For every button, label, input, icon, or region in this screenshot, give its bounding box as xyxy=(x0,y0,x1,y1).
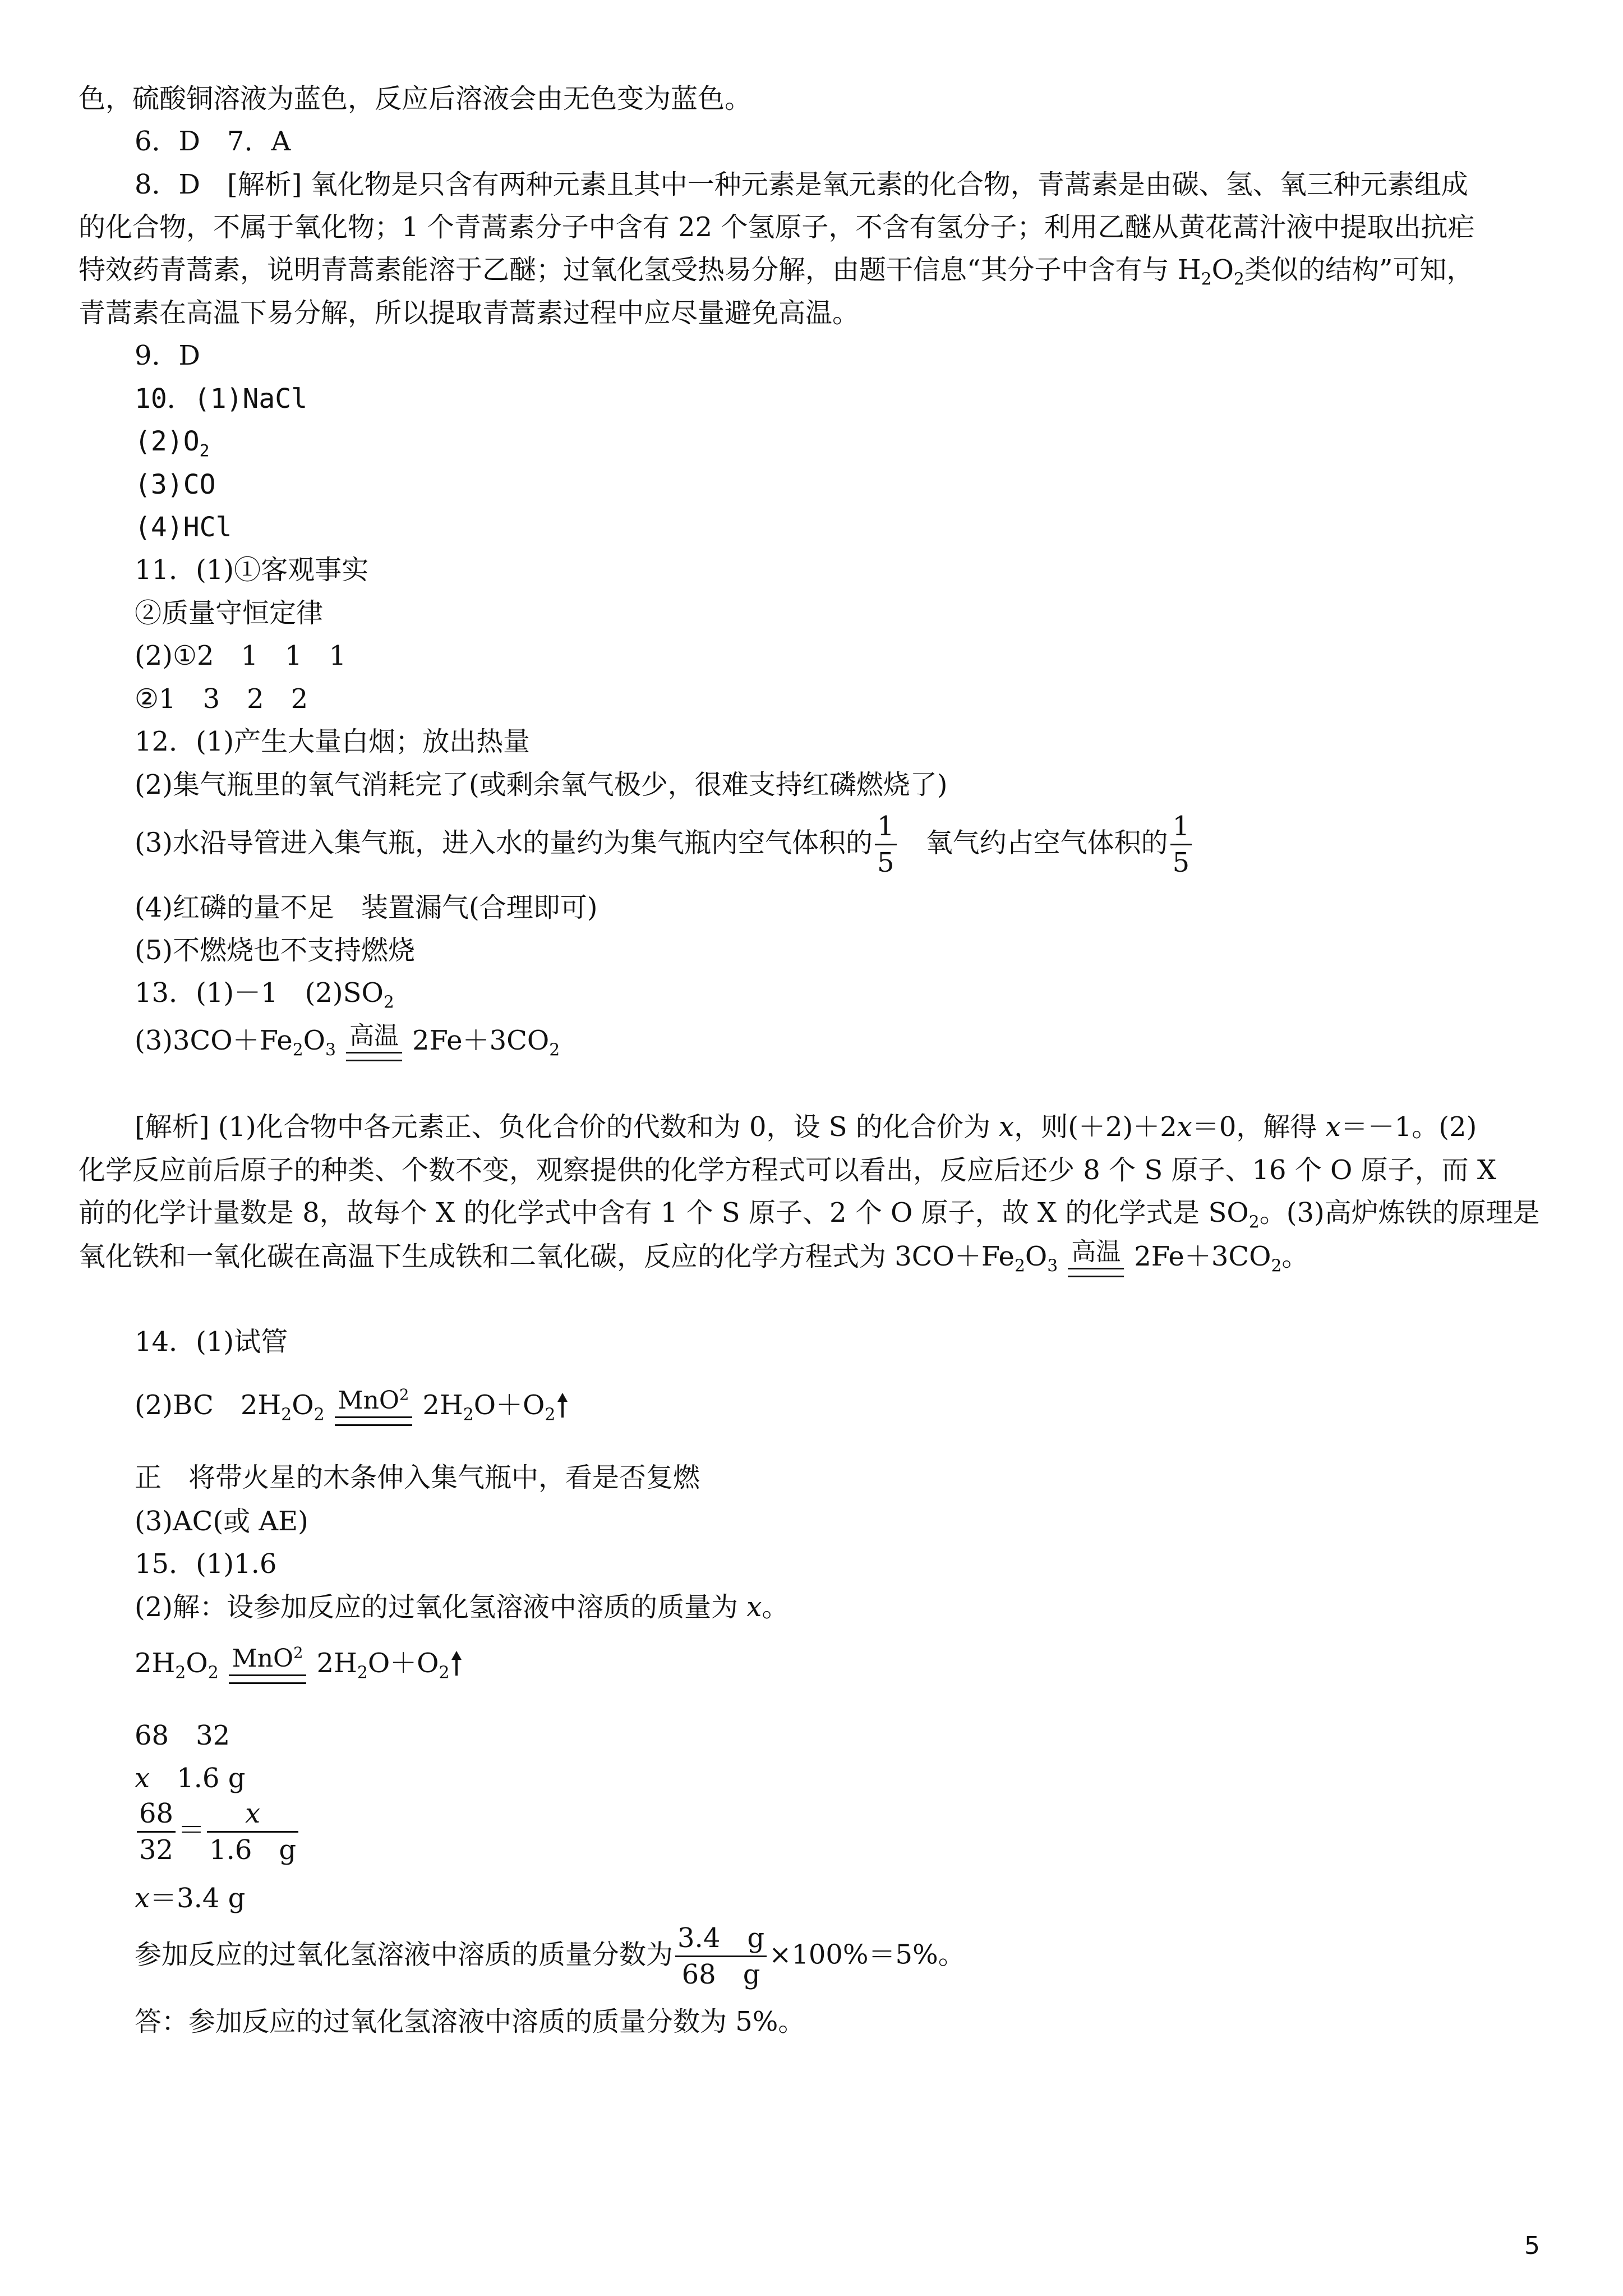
equation: 参加反应的过氧化氢溶液中溶质的质量分数为 $\frac{3.4 g}{68 g}$ ×100%＝5%。 xyxy=(135,1922,965,1991)
text-line: 13．(1)－1 $(2)SO_2$ xyxy=(135,977,394,1013)
text-line: 的化合物，不属于氧化物；1 个青蒿素分子中含有 22 个氢原子，不含有氢分子；利用乙醚从黄花蒿汁液中提取出抗疟 xyxy=(79,211,1475,243)
fraction: $\frac{1}{5}$ xyxy=(1170,812,1192,877)
page-number: 5 xyxy=(1524,2231,1540,2260)
text-line: 10．(1)NaCl xyxy=(135,383,308,415)
text-line: x＝3.4 g xyxy=(135,1883,246,1914)
equation: (2)BC $2H_2O_2$ MnO$^2$ $2H_2O+O_2$ xyxy=(135,1388,566,1426)
text-line: 8．D [解析] 氧化物是只含有两种元素且其中一种元素是氧元素的化合物，青蒿素是由碳、氢、氧三种元素组成 xyxy=(135,169,1468,200)
text-line: 68 32 xyxy=(135,1720,230,1751)
equation: $2H_2O_2$ MnO$^2$ $2H_2O+O_2$ xyxy=(135,1646,460,1684)
reaction-condition: 高温 xyxy=(1068,1240,1124,1277)
equation: $\frac{68}{32}$ ＝ $\frac{x}{1.6 g}$ xyxy=(135,1800,301,1865)
gas-arrow-icon xyxy=(559,1393,566,1418)
text-line: 11．(1)①客观事实 xyxy=(135,554,369,586)
text-line: 青蒿素在高温下易分解，所以提取青蒿素过程中应尽量避免高温。 xyxy=(79,297,860,329)
reaction-condition: MnO$^2$ xyxy=(335,1388,413,1426)
text-line: ②质量守恒定律 xyxy=(135,597,324,629)
text-line: 12．(1)产生大量白烟；放出热量 xyxy=(135,726,531,757)
fraction: $\frac{x}{1.6 g}$ xyxy=(207,1800,298,1865)
fraction: $\frac{68}{32}$ xyxy=(137,1800,176,1865)
text-line: 6．D 7．A xyxy=(135,126,291,157)
text-line: 色，硫酸铜溶液为蓝色，反应后溶液会由无色变为蓝色。 xyxy=(79,83,752,114)
text-line: $(2)O_2$ xyxy=(135,426,210,461)
text-line: (4)HCl xyxy=(135,512,232,543)
text-line: (2)解：设参加反应的过氧化氢溶液中溶质的质量为 x。 xyxy=(135,1591,789,1623)
text-line: 化学反应前后原子的种类、个数不变，观察提供的化学方程式可以看出，反应后还少 8 个 S 原子、16 个 O 原子，而 X xyxy=(79,1154,1497,1186)
text-line: (2)集气瓶里的氧气消耗完了(或剩余氧气极少，很难支持红磷燃烧了) xyxy=(135,769,948,800)
text-line: x 1.6 g xyxy=(135,1763,246,1794)
fraction: $\frac{1}{5}$ xyxy=(875,812,897,877)
reaction-condition: 高温 xyxy=(346,1024,402,1061)
text-line: 15．(1)1.6 xyxy=(135,1548,277,1580)
text-line: ②1 3 2 2 xyxy=(135,683,308,715)
equation: 氧化铁和一氧化碳在高温下生成铁和二氧化碳，反应的化学方程式为 $3CO+Fe_2O_3$ 高温 $2Fe+3CO_2$。 xyxy=(79,1240,1308,1277)
text-line: (4)红磷的量不足 装置漏气(合理即可) xyxy=(135,892,598,923)
text-line: 正 将带火星的木条伸入集气瓶中，看是否复燃 xyxy=(135,1462,700,1493)
text-line: 特效药青蒿素，说明青蒿素能溶于乙醚；过氧化氢受热易分解，由题干信息“其分子中含有与 $H_2O_2$类似的结构”可知， xyxy=(79,254,1474,289)
text-line: (3)水沿导管进入集气瓶，进入水的量约为集气瓶内空气体积的 $\frac{1}{5}$ 氧气约占空气体积的 $\frac{1}{5}$ xyxy=(135,812,1194,877)
text-line: 14．(1)试管 xyxy=(135,1326,288,1358)
equation: $(3)3CO+Fe_2O_3$ 高温 $2Fe+3CO_2$ xyxy=(135,1024,560,1061)
text-line: (5)不燃烧也不支持燃烧 xyxy=(135,935,415,966)
text-line: (2)①2 1 1 1 xyxy=(135,640,347,671)
text-line: [解析] (1)化合物中各元素正、负化合价的代数和为 0，设 S 的化合价为 x，则(＋2)＋2x＝0，解得 x＝－1。(2) xyxy=(135,1111,1477,1143)
fraction: $\frac{3.4 g}{68 g}$ xyxy=(675,1924,767,1989)
reaction-condition: MnO$^2$ xyxy=(229,1646,307,1684)
text-line: 答：参加反应的过氧化氢溶液中溶质的质量分数为 5%。 xyxy=(135,2006,805,2037)
text-line: 9．D xyxy=(135,340,201,371)
gas-arrow-icon xyxy=(453,1651,460,1676)
text-line: (3)CO xyxy=(135,469,216,500)
text-line: (3)AC(或 AE) xyxy=(135,1506,308,1537)
text-line: 前的化学计量数是 8，故每个 X 的化学式中含有 1 个 S 原子、2 个 O 原子，故 X 的化学式是 $SO_2$。(3)高炉炼铁的原理是 xyxy=(79,1197,1540,1232)
